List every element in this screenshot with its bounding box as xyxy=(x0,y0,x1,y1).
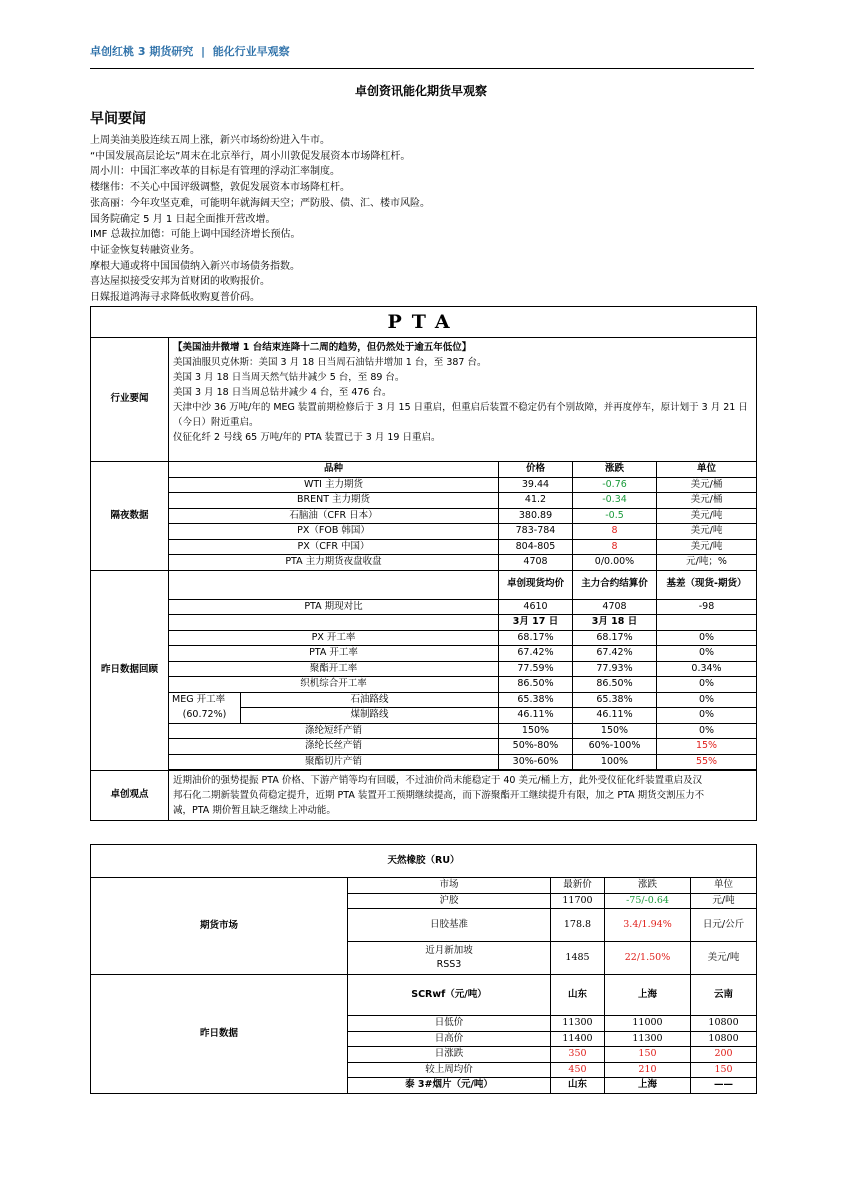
cell-value: 150 xyxy=(691,1062,757,1078)
view-content xyxy=(169,771,757,821)
cell-price: 11700 xyxy=(551,893,605,909)
news-item: 喜达屋拟接受安邦为首财团的收购报价。 xyxy=(90,276,270,288)
table-row xyxy=(91,677,757,693)
cell-value: 68.17% xyxy=(499,630,573,646)
cell-value: 86.50% xyxy=(499,677,573,693)
cell-value: 46.11% xyxy=(499,708,573,724)
pta-title: PTA xyxy=(91,307,757,338)
table-row xyxy=(91,493,757,509)
industry-news-line: 美国油服贝克休斯：美国 3 月 18 日当周石油钻井增加 1 台，至 387 台。 xyxy=(173,357,487,368)
cell-value: 77.59% xyxy=(499,661,573,677)
table-row xyxy=(91,599,757,615)
cell-value: 0.34% xyxy=(657,661,757,677)
news-item: 摩根大通或将中国国债纳入新兴市场债务指数。 xyxy=(90,260,300,272)
industry-news-line: 仪征化纤 2 号线 65 万吨/年的 PTA 装置已于 3 月 19 日重启。 xyxy=(173,432,441,443)
industry-news-content xyxy=(169,338,757,462)
cell-unit: 元/吨；% xyxy=(657,555,757,571)
header-separator: | xyxy=(200,45,206,58)
table-row xyxy=(91,555,757,571)
cell-value: 67.42% xyxy=(499,646,573,662)
cell-change: 8 xyxy=(573,524,657,540)
cell-name: WTI 主力期货 xyxy=(169,477,499,493)
col-header-name: 品种 xyxy=(169,462,499,478)
cell-name: 聚酯开工率 xyxy=(169,661,499,677)
cell-value: 10800 xyxy=(691,1016,757,1032)
cell-unit: 美元/吨 xyxy=(657,508,757,524)
meg-label: MEG 开工率 xyxy=(169,692,241,708)
news-item: 上周美油美股连续五周上涨，新兴市场纷纷进入牛市。 xyxy=(90,135,330,146)
col-header-shanghai: 上海 xyxy=(605,975,691,1016)
cell-value: 67.42% xyxy=(573,646,657,662)
document-title: 卓创资讯能化期货早观察 xyxy=(354,84,487,98)
cell-value: 0% xyxy=(657,677,757,693)
table-row xyxy=(91,739,757,755)
news-item: “中国发展高层论坛”周末在北京举行，周小川敦促发展资本市场降杠杆。 xyxy=(90,150,411,162)
cell-name: 日高价 xyxy=(348,1031,551,1047)
industry-news-line: 天津中沙 36 万吨/年的 MEG 装置前期检修后于 3 月 15 日重启，但重启后装置不稳定仍有个别故障，并再度停车，原计划于 3 月 21 日（今日）附近重启。 xyxy=(173,402,748,428)
header-brand: 卓创红桃 3 期货研究 xyxy=(90,45,194,58)
view-label: 卓创观点 xyxy=(91,771,169,821)
rubber-title: 天然橡胶（RU） xyxy=(91,845,757,878)
morning-news-list xyxy=(90,133,430,306)
morning-news-heading: 早间要闻 xyxy=(90,111,146,127)
cell-value: 350 xyxy=(551,1047,605,1063)
industry-news-line: 【美国油井微增 1 台结束连降十二周的趋势，但仍然处于逾五年低位】 xyxy=(173,342,472,353)
table-row xyxy=(91,708,757,724)
cell-price: 783-784 xyxy=(499,524,573,540)
cell-value: 0% xyxy=(657,646,757,662)
view-line: 近期油价的强势提振 PTA 价格、下游产销等均有回暖，不过油价尚未能稳定于 40 美元/桶上方，此外受仪征化纤装置重启及汉 xyxy=(173,775,703,786)
cell-value: 65.38% xyxy=(499,692,573,708)
cell-change: 22/1.50% xyxy=(605,942,691,975)
table-row xyxy=(91,630,757,646)
cell-name: 煤制路线 xyxy=(241,708,499,724)
cell-market: 沪胶 xyxy=(348,893,551,909)
col-header-yunnan: 云南 xyxy=(691,975,757,1016)
table-row xyxy=(91,524,757,540)
news-item: 张高丽：今年攻坚克难，可能明年就海阔天空；严防股、债、汇、楼市风险。 xyxy=(90,197,430,209)
cell-name: PTA 主力期货夜盘收盘 xyxy=(169,555,499,571)
cell-name: 涤纶短纤产销 xyxy=(169,723,499,739)
table-row xyxy=(91,754,757,770)
table-row xyxy=(91,539,757,555)
cell-name: 涤纶长丝产销 xyxy=(169,739,499,755)
cell-value: 15% xyxy=(657,739,757,755)
cell-name: 日低价 xyxy=(348,1016,551,1032)
col-header-unit: 单位 xyxy=(691,878,757,894)
view-line: 减，PTA 期价暂且缺乏继续上冲动能。 xyxy=(173,805,336,816)
cell-value: -98 xyxy=(657,599,757,615)
industry-news-line: 美国 3 月 18 日当周总钻井减少 4 台，至 476 台。 xyxy=(173,387,392,398)
table-row xyxy=(91,661,757,677)
date-header: 3月 18 日 xyxy=(573,615,657,631)
col-header-price: 最新价 xyxy=(551,878,605,894)
cell-value: 50%-80% xyxy=(499,739,573,755)
rubber-table xyxy=(90,844,757,1094)
cell-price: 39.44 xyxy=(499,477,573,493)
cell-name: 聚酯切片产销 xyxy=(169,754,499,770)
cell-name: PX（FOB 韩国） xyxy=(169,524,499,540)
news-item: 周小川：中国汇率改革的目标是有管理的浮动汇率制度。 xyxy=(90,166,340,178)
cell-price: 178.8 xyxy=(551,909,605,942)
cell-value: 0% xyxy=(657,708,757,724)
col-header-price: 价格 xyxy=(499,462,573,478)
cell-change: 3.4/1.94% xyxy=(605,909,691,942)
yesterday-label: 昨日数据回顾 xyxy=(91,570,169,771)
cell-name: PX 开工率 xyxy=(169,630,499,646)
table-row xyxy=(91,723,757,739)
cell-value: 210 xyxy=(605,1062,691,1078)
cell-change: -0.5 xyxy=(573,508,657,524)
cell-name: PTA 开工率 xyxy=(169,646,499,662)
news-item: 日媒报道鸿海寻求降低收购夏普价码。 xyxy=(90,292,260,304)
cell-value: 150% xyxy=(573,723,657,739)
cell-name: 织机综合开工率 xyxy=(169,677,499,693)
cell-unit: 美元/吨 xyxy=(657,524,757,540)
futures-label: 期货市场 xyxy=(91,878,348,975)
cell-unit: 美元/吨 xyxy=(691,942,757,975)
cell-value: 0% xyxy=(657,630,757,646)
col-header-change: 涨跌 xyxy=(573,462,657,478)
pta-table xyxy=(90,306,757,821)
cell-name: 泰 3#烟片（元/吨） xyxy=(348,1078,551,1094)
cell-price: 4708 xyxy=(499,555,573,571)
cell-value: 上海 xyxy=(605,1078,691,1094)
cell-value: 11300 xyxy=(605,1031,691,1047)
cell-value: 150% xyxy=(499,723,573,739)
news-item: 中证金恢复转融资业务。 xyxy=(90,244,200,256)
cell-value: 46.11% xyxy=(573,708,657,724)
col-header-scrwf: SCRwf（元/吨） xyxy=(348,975,551,1016)
cell-value: 86.50% xyxy=(573,677,657,693)
table-row xyxy=(91,508,757,524)
cell-value: 10800 xyxy=(691,1031,757,1047)
meg-rate: (60.72%) xyxy=(169,708,241,724)
table-row xyxy=(91,646,757,662)
cell-change: -0.34 xyxy=(573,493,657,509)
cell-change: 0/0.00% xyxy=(573,555,657,571)
cell-value: 11000 xyxy=(605,1016,691,1032)
overnight-label: 隔夜数据 xyxy=(91,462,169,571)
cell-name: 日涨跌 xyxy=(348,1047,551,1063)
cell-value: 150 xyxy=(605,1047,691,1063)
page-header xyxy=(90,43,290,59)
cell-change: -75/-0.64 xyxy=(605,893,691,909)
cell-name: 较上周均价 xyxy=(348,1062,551,1078)
cell-unit: 日元/公斤 xyxy=(691,909,757,942)
cell-name: BRENT 主力期货 xyxy=(169,493,499,509)
table-row xyxy=(91,477,757,493)
cell-value: —— xyxy=(691,1078,757,1094)
cell-name: PTA 期现对比 xyxy=(169,599,499,615)
date-header: 3月 17 日 xyxy=(499,615,573,631)
col-header-shandong: 山东 xyxy=(551,975,605,1016)
industry-news-line: 美国 3 月 18 日当周天然气钻井减少 5 台，至 89 台。 xyxy=(173,372,405,383)
news-item: 楼继伟：不关心中国评级调整，敦促发展资本市场降杠杆。 xyxy=(90,182,350,194)
cell-unit: 美元/桶 xyxy=(657,477,757,493)
cell-value: 30%-60% xyxy=(499,754,573,770)
cell-name: PX（CFR 中国） xyxy=(169,539,499,555)
col-header-spot: 卓创现货均价 xyxy=(499,570,573,599)
cell-value: 11400 xyxy=(551,1031,605,1047)
cell-unit: 美元/桶 xyxy=(657,493,757,509)
cell-unit: 元/吨 xyxy=(691,893,757,909)
cell-value: 4708 xyxy=(573,599,657,615)
col-header-basis: 基差（现货-期货） xyxy=(657,570,757,599)
cell-value: 55% xyxy=(657,754,757,770)
cell-value: 65.38% xyxy=(573,692,657,708)
cell-price: 1485 xyxy=(551,942,605,975)
cell-change: -0.76 xyxy=(573,477,657,493)
table-row xyxy=(91,692,757,708)
cell-price: 41.2 xyxy=(499,493,573,509)
cell-name: 石脑油（CFR 日本） xyxy=(169,508,499,524)
cell-value: 4610 xyxy=(499,599,573,615)
rubber-yesterday-label: 昨日数据 xyxy=(91,975,348,1094)
cell-market: 日胶基准 xyxy=(348,909,551,942)
cell-value: 77.93% xyxy=(573,661,657,677)
cell-value: 山东 xyxy=(551,1078,605,1094)
col-header-change: 涨跌 xyxy=(605,878,691,894)
header-rule xyxy=(90,68,754,69)
industry-news-label: 行业要闻 xyxy=(91,338,169,462)
cell-value: 100% xyxy=(573,754,657,770)
col-header-unit: 单位 xyxy=(657,462,757,478)
col-header-settle: 主力合约结算价 xyxy=(573,570,657,599)
cell-value: 450 xyxy=(551,1062,605,1078)
cell-name: 石油路线 xyxy=(241,692,499,708)
cell-value: 11300 xyxy=(551,1016,605,1032)
news-item: 国务院确定 5 月 1 日起全面推开营改增。 xyxy=(90,213,276,225)
view-line: 邦石化二期新装置负荷稳定提升，近期 PTA 装置开工预期继续提高，而下游聚酯开工继续提升有限，加之 PTA 期货交割压力不 xyxy=(173,790,705,801)
cell-value: 0% xyxy=(657,692,757,708)
cell-value: 60%-100% xyxy=(573,739,657,755)
col-header-market: 市场 xyxy=(348,878,551,894)
cell-price: 380.89 xyxy=(499,508,573,524)
cell-market: 近月新加坡 RSS3 xyxy=(348,942,551,975)
cell-value: 0% xyxy=(657,723,757,739)
cell-unit: 美元/吨 xyxy=(657,539,757,555)
header-section: 能化行业早观察 xyxy=(212,45,290,58)
news-item: IMF 总裁拉加德：可能上调中国经济增长预估。 xyxy=(90,229,301,241)
cell-value: 68.17% xyxy=(573,630,657,646)
cell-value: 200 xyxy=(691,1047,757,1063)
cell-price: 804-805 xyxy=(499,539,573,555)
cell-change: 8 xyxy=(573,539,657,555)
